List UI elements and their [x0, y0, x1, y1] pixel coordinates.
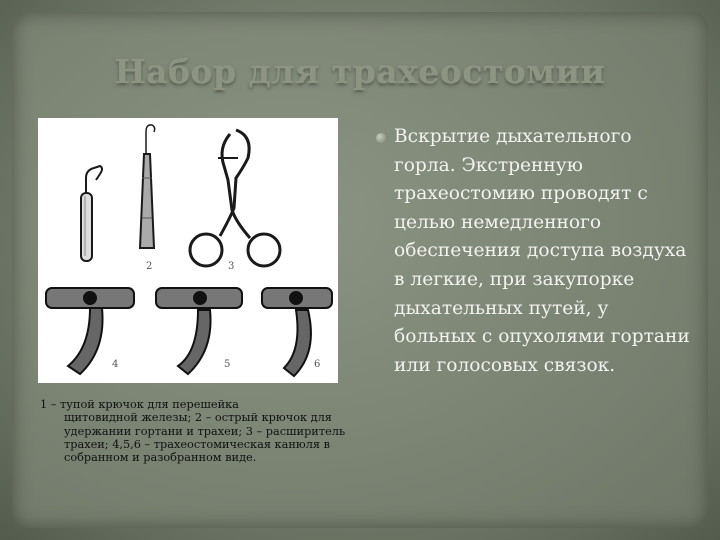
cannula-6-icon	[262, 288, 332, 376]
bullet-text: Вскрытие дыхательного горла. Экстренную трахеостомию проводят с целью немедленного обеспечения доступа воздуха в легкие, при закупорке дыхательных путей, у больных с опухолями гортани или голосовых связок.	[394, 126, 690, 376]
caption-first-line: 1 – тупой крючок для перешейка	[40, 398, 239, 411]
cannula-4-icon	[46, 288, 134, 374]
slide-title: Набор для трахеостомии	[114, 52, 606, 91]
figure-number-2: 2	[146, 261, 153, 272]
figure-caption	[40, 398, 352, 464]
blunt-hook-icon	[81, 166, 102, 261]
figure-number-5: 5	[224, 359, 231, 370]
figure-number-6: 6	[314, 359, 321, 370]
instruments-drawing	[38, 118, 338, 383]
figure-number-3: 3	[228, 261, 235, 272]
tracheal-dilator-icon	[190, 130, 280, 266]
sharp-hook-icon	[140, 125, 155, 248]
instruments-illustration	[38, 118, 338, 383]
bullet-icon	[376, 133, 386, 143]
caption-rest: щитовидной железы; 2 – острый крючок для удержании гортани и трахеи; 3 – расширитель трахеи; 4,5,6 – трахеостомическая канюля в собранном и разобранном виде.	[64, 411, 346, 465]
figure-number-4: 4	[112, 359, 119, 370]
